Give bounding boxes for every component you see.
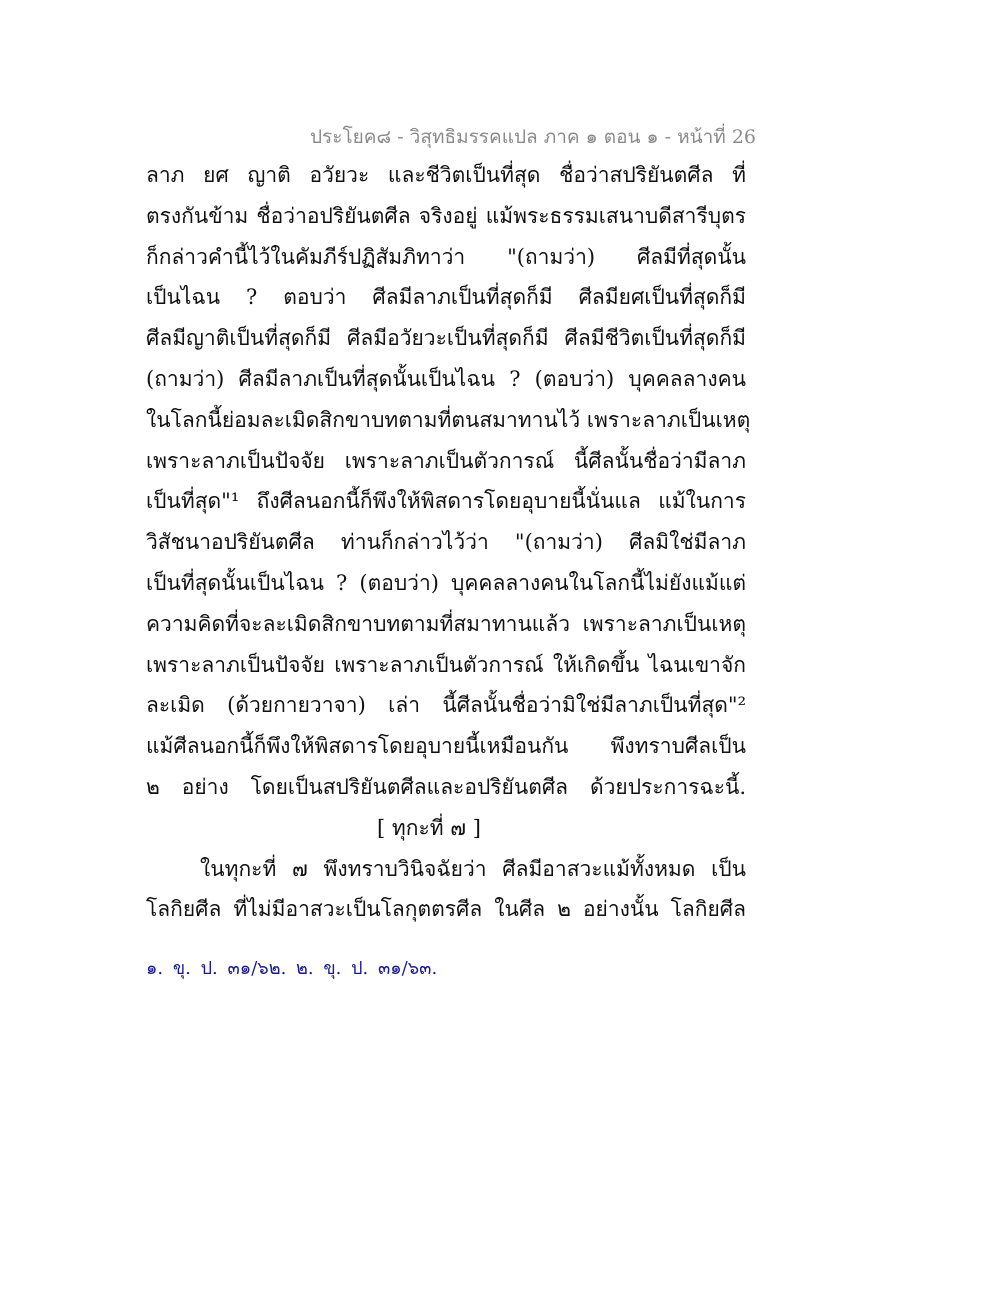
text-line: เป็นที่สุด"¹ ถึงศีลนอกนี้ก็พึงให้พิสดารโดยอุบายนี้นั่นแล แม้ในการ — [146, 489, 746, 514]
page-header: ประโยค๘ - วิสุทธิมรรคแปล ภาค ๑ ตอน ๑ - หน้าที่ 26 — [310, 126, 756, 148]
text-line: ศีลมีญาติเป็นที่สุดก็มี ศีลมีอวัยวะเป็นที่สุดก็มี ศีลมีชีวิตเป็นที่สุดก็มี — [146, 326, 746, 351]
text-line: (ถามว่า) ศีลมีลาภเป็นที่สุดนั้นเป็นไฉน ? (ตอบว่า) บุคคลลางคน — [146, 366, 746, 391]
footnotes: ๑. ขุ. ป. ๓๑/๖๒. ๒. ขุ. ป. ๓๑/๖๓. — [146, 958, 438, 979]
text-line: เพราะลาภเป็นปัจจัย เพราะลาภเป็นตัวการณ์ ให้เกิดขึ้น ไฉนเขาจัก — [146, 652, 746, 677]
text-line: เพราะลาภเป็นปัจจัย เพราะลาภเป็นตัวการณ์ นี้ศีลนั้นชื่อว่ามีลาภ — [146, 448, 746, 473]
text-line: ความคิดที่จะละเมิดสิกขาบทตามที่สมาทานแล้ว เพราะลาภเป็นเหตุ — [146, 611, 746, 636]
text-line: ก็กล่าวคำนี้ไว้ในคัมภีร์ปฏิสัมภิทาว่า "(ถามว่า) ศีลมีที่สุดนั้น — [146, 244, 746, 269]
text-line: ในทุกะที่ ๗ พึงทราบวินิจฉัยว่า ศีลมีอาสวะแม้ทั้งหมด เป็น — [200, 856, 746, 881]
text-line: ตรงกันข้าม ชื่อว่าอปริยันตศีล จริงอยู่ แม้พระธรรมเสนาบดีสารีบุตร — [146, 203, 746, 228]
text-line: โลกิยศีล ที่ไม่มีอาสวะเป็นโลกุตตรศีล ในศีล ๒ อย่างนั้น โลกิยศีล — [146, 897, 746, 922]
text-line: วิสัชนาอปริยันตศีล ท่านก็กล่าวไว้ว่า "(ถามว่า) ศีลมิใช่มีลาภ — [146, 530, 746, 555]
text-line: ๒ อย่าง โดยเป็นสปริยันตศีลและอปริยันตศีล ด้วยประการฉะนี้. — [146, 774, 746, 799]
text-line: เป็นไฉน ? ตอบว่า ศีลมีลาภเป็นที่สุดก็มี ศีลมียศเป็นที่สุดก็มี — [146, 285, 746, 310]
text-line: ลาภ ยศ ญาติ อวัยวะ และชีวิตเป็นที่สุด ชื่อว่าสปริยันตศีล ที่ — [146, 163, 746, 187]
text-line: ละเมิด (ด้วยกายวาจา) เล่า นี้ศีลนั้นชื่อว่ามิใช่มีลาภเป็นที่สุด"² — [146, 693, 746, 718]
section-heading: [ ทุกะที่ ๗ ] — [377, 815, 481, 840]
text-line: ในโลกนี้ย่อมละเมิดสิกขาบทตามที่ตนสมาทานไว้ เพราะลาภเป็นเหตุ — [146, 407, 751, 432]
text-line: แม้ศีลนอกนี้ก็พึงให้พิสดารโดยอุบายนี้เหมือนกัน พึงทราบศีลเป็น — [146, 734, 746, 759]
text-line: เป็นที่สุดนั้นเป็นไฉน ? (ตอบว่า) บุคคลลางคนในโลกนี้ไม่ยังแม้แต่ — [146, 570, 746, 595]
body-text — [146, 160, 751, 935]
